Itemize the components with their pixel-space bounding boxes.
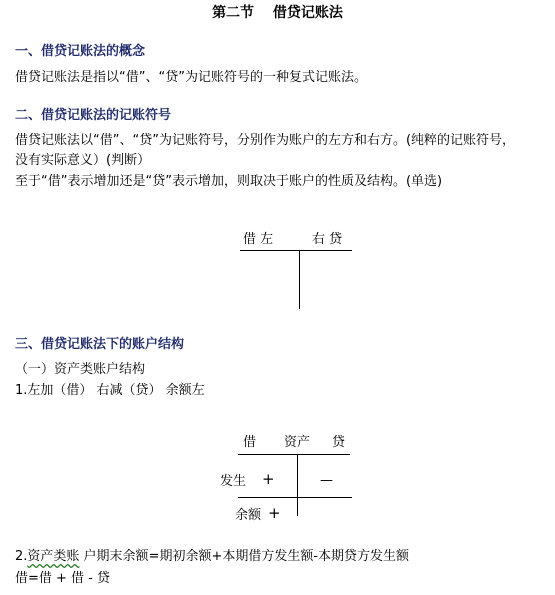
section-2-line-2: 没有实际意义）(判断）	[15, 153, 151, 168]
section-2-heading: 二、借贷记账法的记账符号	[15, 108, 172, 123]
t-account-1-horizontal-line	[240, 250, 352, 251]
section-2-line-1: 借贷记账法以“借”、“贷”为记账符号，分别作为账户的左方和右方。(纯粹的记账符号，	[15, 133, 516, 148]
t-account-2-vertical-line	[297, 454, 298, 516]
section-1-text: 借贷记账法是指以“借”、“贷”为记账符号的一种复式记账法。	[15, 70, 367, 85]
t-account-2-occur-label: 发生	[220, 474, 247, 489]
formula-rest: 户期末余额=期初余额+本期借方发生额-本期贷方发生额	[79, 549, 410, 564]
t-account-1-vertical-line	[299, 250, 300, 309]
t-account-2-balance-line	[238, 497, 352, 498]
t-account-2-plus-sign: +	[262, 470, 275, 488]
section-2-line-3: 至于“借”表示增加还是“贷”表示增加，则取决于账户的性质及结构。(单选)	[15, 174, 443, 189]
page-title: 第二节 借贷记账法	[212, 5, 343, 21]
t-account-2-balance-label: 余额	[235, 508, 262, 523]
t-account-2-debit-label: 借	[243, 435, 257, 450]
section-3-short-formula: 借=借 + 借 - 贷	[15, 571, 111, 586]
t-account-2-credit-label: 贷	[332, 435, 346, 450]
formula-prefix: 2.	[15, 549, 28, 564]
t-account-1-right-label: 右 贷	[312, 232, 343, 247]
t-account-2-horizontal-line	[238, 454, 350, 455]
section-1-heading: 一、借贷记账法的概念	[15, 44, 146, 59]
t-account-2-name: 资产	[284, 435, 311, 450]
section-3-rule-1: 1.左加（借） 右减（贷） 余额左	[15, 383, 205, 398]
section-3-subheading: （一）资产类账户结构	[15, 362, 146, 377]
section-3-heading: 三、借贷记账法下的账户结构	[15, 337, 185, 352]
t-account-1-left-label: 借 左	[243, 232, 274, 247]
section-3-formula	[15, 549, 409, 565]
t-account-2-minus-sign: —	[320, 473, 333, 488]
formula-wavy-term: 资产类账	[27, 549, 80, 564]
t-account-2-balance-plus: +	[268, 504, 281, 522]
